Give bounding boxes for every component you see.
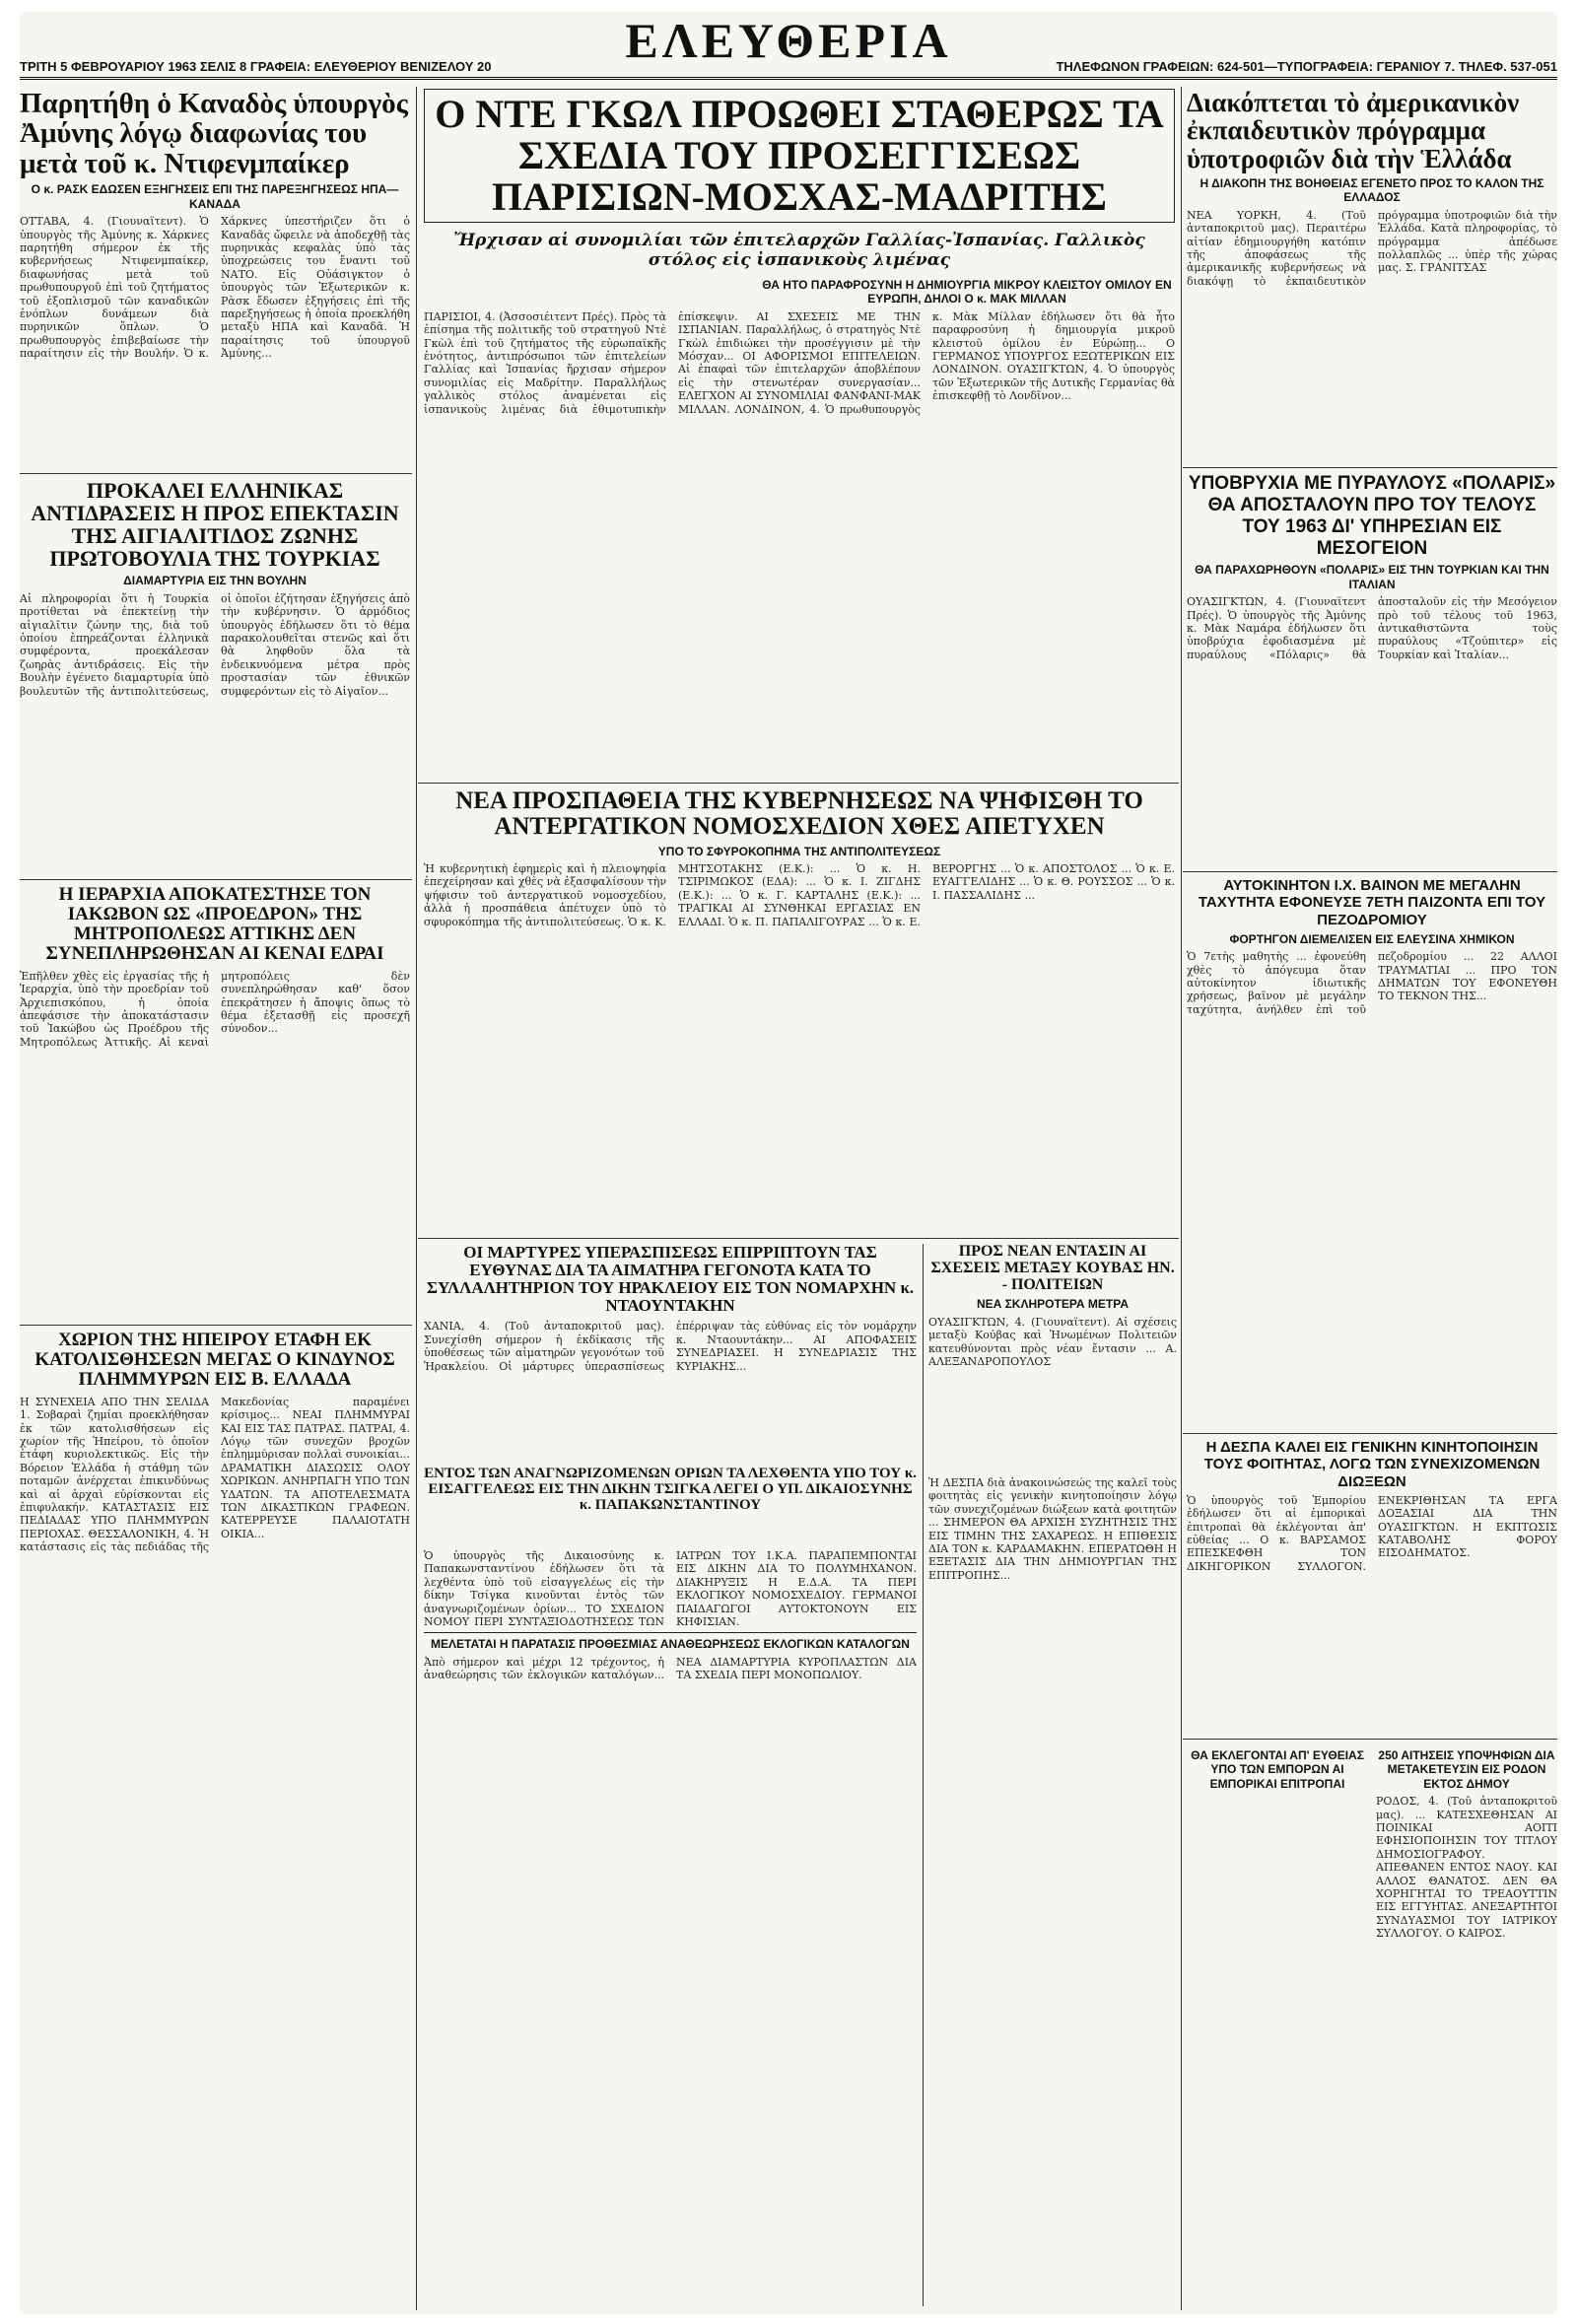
masthead-phone: ΤΗΛΕΦΩΝΟΝ ΓΡΑΦΕΙΩΝ: 624-501—ΤΥΠΟΓΡΑΦΕΙΑ: ΓΕΡΑΝΙΟΥ 7. ΤΗΛΕΦ. 537-051 [1056,59,1557,74]
article-scholarships [1187,89,1557,463]
divider [1183,1433,1557,1434]
divider [20,1325,412,1326]
article-body: ΧΑΝΙΑ, 4. (Τοῦ ἀνταποκριτοῦ μας). Συνεχίσθη σήμερον ἡ ἐκδίκασις τῆς ὑποθέσεως τῶν αἱματηρῶν γεγονότων τοῦ Ἡρακλείου. Οἱ μάρτυρες ὑπερασπίσεως ἐπέρριψαν τὰς εὐθύνας εἰς τὸν νομάρχην κ. Νταουντάκην... ΑΙ ΑΠΟΦΑΣΕΙΣ ΣΥΝΕΔΡΙΑΣΕΙ. Η ΣΥΝΕΔΡΙΑΣΙΣ ΤΗΣ ΚΥΡΙΑΚΗΣ... [424,1320,917,1373]
column-rule [1181,87,1182,2310]
divider [1183,467,1557,468]
divider [1183,871,1557,872]
subheadline: Η ΔΙΑΚΟΠΗ ΤΗΣ ΒΟΗΘΕΙΑΣ ΕΓΕΝΕΤΟ ΠΡΟΣ ΤΟ ΚΑΛΟΝ ΤΗΣ ΕΛΛΑΔΟΣ [1200,176,1544,205]
divider [418,783,1179,784]
headline: ΧΩΡΙΟΝ ΤΗΣ ΗΠΕΙΡΟΥ ΕΤΑΦΗ ΕΚ ΚΑΤΟΛΙΣΘΗΣΕΩΝ ΜΕΓΑΣ Ο ΚΙΝΔΥΝΟΣ ΠΛΗΜΜΥΡΩΝ ΕΙΣ Β. ΕΛΛΑΔΑ [34,1331,395,1390]
article-cuba [928,1244,1177,1470]
headline: ΠΡΟΣ ΝΕΑΝ ΕΝΤΑΣΙΝ ΑΙ ΣΧΕΣΕΙΣ ΜΕΤΑΞΥ ΚΟΥΒΑΣ ΗΝ. - ΠΟΛΙΤΕΙΩΝ [930,1244,1175,1293]
article-canada [20,89,410,468]
newspaper-title: ΕΛΕΥΘΕΡΙΑ [625,13,952,68]
headline: ΟΙ ΜΑΡΤΥΡΕΣ ΥΠΕΡΑΣΠΙΣΕΩΣ ΕΠΙΡΡΙΠΤΟΥΝ ΤΑΣ ΕΥΘΥΝΑΣ ΔΙΑ ΤΑ ΑΙΜΑΤΗΡΑ ΓΕΓΟΝΟΤΑ ΚΑΤΑ ΤΟ ΣΥΛΛΑΛΗΤΗΡΙΟΝ ΤΟΥ ΗΡΑΚΛΕΙΟΥ ΕΙΣ ΤΟΝ ΝΟΜΑΡΧΗΝ κ. ΝΤΑΟΥΝΤΑΚΗΝ [426,1244,915,1315]
subheadline: ΘΑ ΠΑΡΑΧΩΡΗΘΟΥΝ «ΠΟΛΑΡΙΣ» ΕΙΣ ΤΗΝ ΤΟΥΡΚΙΑΝ ΚΑΙ ΤΗΝ ΙΤΑΛΙΑΝ [1195,563,1549,591]
article-body: Η ΣΥΝΕΧΕΙΑ ΑΠΟ ΤΗΝ ΣΕΛΙΔΑ 1. Σοβαραὶ ζημίαι προεκλήθησαν ἐκ τῶν κατολισθήσεων εἰς χωρίον τῆς Ἠπείρου, τὸ ὁποῖον ἐτάφη κυριολεκτικῶς. Εἰς τὴν Βόρειον Ἑλλάδα ἡ στάθμη τῶν ποταμῶν ἀνέρχεται ἐπικινδύνως καὶ αἱ ἀρχαὶ εὑρίσκονται εἰς ἐπιφυλακήν. ΚΑΤΑΣΤΑΣΙΣ ΕΙΣ ΠΕΔΙΑΔΑΣ ΥΠΟ ΠΛΗΜΜΥΡΩΝ ΠΕΡΙΟΧΑΣ. ΘΕΣΣΑΛΟΝΙΚΗ, 4. Ἡ κατάστασις εἰς τὰς πεδιάδας τῆς Μακεδονίας παραμένει κρίσιμος... ΝΕΑΙ ΠΛΗΜΜΥΡΑΙ ΚΑΙ ΕΙΣ ΤΑΣ ΠΑΤΡΑΣ. ΠΑΤΡΑΙ, 4. Λόγῳ τῶν συνεχῶν βροχῶν ἐπλημμύρισαν πολλαὶ συνοικίαι... ΔΡΑΜΑΤΙΚΗ ΔΙΑΣΩΣΙΣ ΟΛΟΥ ΧΩΡΙΚΩΝ. ΑΝΗΡΠΑΓΗ ΥΠΟ ΤΩΝ ΥΔΑΤΩΝ. ΤΑ ΑΠΟΤΕΛΕΣΜΑΤΑ ΤΩΝ ΔΙΚΑΣΤΙΚΩΝ ΓΡΑΦΕΩΝ. ΚΑΤΕΡΡΕΥΣΕ ΠΑΛΑΙΟΤΑΤΗ ΟΙΚΙΑ... [20,1395,410,1554]
article-body: Ὁ 7ετὴς μαθητὴς ... ἐφονεύθη χθὲς τὸ ἀπόγευμα ὅταν αὐτοκίνητον ἰδιωτικῆς χρήσεως, βαῖνον μὲ μεγάλην ταχύτητα, ἀνήλθεν ἐπὶ τοῦ πεζοδρομίου ... 22 ΑΛΛΟΙ ΤΡΑΥΜΑΤΙΑΙ ... ΠΡΟ ΤΟΝ ΔΗΜΑΤΩΝ ΤΟΥ ΕΦΟΝΕΥΘΗ ΤΟ ΤΕΚΝΟΝ ΤΗΣ... [1187,950,1557,1016]
article-body: ΟΥΑΣΙΓΚΤΩΝ, 4. (Γιουναϊτεντ). Αἱ σχέσεις μεταξὺ Κούβας καὶ Ἡνωμένων Πολιτειῶν κατευθύνονται πρὸς νέαν ἔντασιν ... Α. ΑΛΕΞΑΝΔΡΟΠΟΥΛΟΣ [928,1315,1177,1368]
newspaper-page [20,12,1557,2314]
headline: ΘΑ ΕΚΛΕΓΟΝΤΑΙ ΑΠ' ΕΥΘΕΙΑΣ ΥΠΟ ΤΩΝ ΕΜΠΟΡΩΝ ΑΙ ΕΜΠΟΡΙΚΑΙ ΕΠΙΤΡΟΠΑΙ [1191,1748,1364,1791]
headline: Διακόπτεται τὸ ἀμερικανικὸν ἐκπαιδευτικὸν πρόγραμμα ὑποτροφιῶν διὰ τὴν Ἑλλάδα [1187,89,1520,173]
divider [1183,1739,1557,1740]
article-body: ΡΟΔΟΣ, 4. (Τοῦ ἀνταποκριτοῦ μας). ... ΚΑΤΕΣΧΕΘΗΣΑΝ ΑΙ ΠΟΙΝΙΚΑΙ ΑΟΙΤΙ ΕΦΗΣΙΟΠΟΙΗΣΙΝ ΤΟΥ ΤΙΤΛΟΥ ΔΗΜΟΣΙΟΓΡΑΦΟΥ. ΑΠΕΘΑΝΕΝ ΕΝΤΟΣ ΝΑΟΥ. ΚΑΙ ΑΛΛΟΣ ΘΑΝΑΤΟΣ. ΔΕΝ ΘΑ ΧΟΡΗΓΗΤΑΙ ΤΟ ΤΡΕΑΟΥΤΤΙΝ ΕΙΣ ΕΓΓΥΗΤΑΣ. ΑΝΕΞΑΡΤΗΤΟΙ ΣΥΝΔΥΑΣΜΟΙ ΤΟΥ ΙΑΤΡΙΚΟΥ ΣΥΛΛΟΓΟΥ. Ο ΚΑΙΡΟΣ. [1376,1795,1557,1941]
article-body: ΟΥΑΣΙΓΚΤΩΝ, 4. (Γιουναϊτεντ Πρές). Ὁ ὑπουργὸς τῆς Ἀμύνης κ. Μὰκ Ναμάρα ἐδήλωσεν ὅτι ὑποβρύχια ἐφοδιασμένα μὲ πυραύλους «Πόλαρις» θὰ ἀποσταλοῦν εἰς τὴν Μεσόγειον πρὸ τοῦ τέλους τοῦ 1963, ἀντικαθιστῶντα τοὺς πυραύλους «Τζούπιτερ» εἰς Τουρκίαν καὶ Ἰταλίαν... [1187,595,1557,661]
article-de-gaulle [424,89,1175,779]
subheadline: ΦΟΡΤΗΓΟΝ ΔΙΕΜΕΛΙΣΕΝ ΕΙΣ ΕΛΕΥΣΙΝΑ ΧΗΜΙΚΟΝ [1229,931,1515,946]
masthead [20,12,1557,81]
article-body: Ἐπῆλθεν χθὲς εἰς ἐργασίας τῆς ἡ Ἱεραρχία, ὑπὸ τὴν προεδρίαν τοῦ Ἀρχιεπισκόπου, ἡ ὁποία ἀπεφάσισε τὴν ἀποκατάστασιν τοῦ Ἰακώβου ὡς Προέδρου τῆς Μητροπόλεως Ἀττικῆς. Αἱ κεναὶ μητροπόλεις δὲν συνεπληρώθησαν καθ' ὅσον ἐπεκράτησεν ἡ ἄποψις ὅπως τὸ θέμα ἐξετασθῇ εἰς προσεχῆ σύνοδον... [20,969,410,1049]
article-body: ΝΕΑ ΥΟΡΚΗ, 4. (Τοῦ ἀνταποκριτοῦ μας). Περαιτέρω αἰτίαν ἐδημιουργήθη κατόπιν τῆς ἀποφάσεως τῆς ἀμερικανικῆς κυβερνήσεως νὰ διακόψῃ τὸ ἐκπαιδευτικὸν πρόγραμμα ὑποτροφιῶν διὰ τὴν Ἑλλάδα. Κατὰ πληροφορίας, τὸ πρόγραμμα ἀπέδωσε πολλαπλῶς ... ὑπὲρ τῆς χώρας μας. Σ. ΓΡΑΝΙΤΣΑΣ [1187,208,1557,288]
headline: ΕΝΤΟΣ ΤΩΝ ΑΝΑΓΝΩΡΙΖΟΜΕΝΩΝ ΟΡΙΩΝ ΤΑ ΛΕΧΘΕΝΤΑ ΥΠΟ ΤΟΥ κ. ΕΙΣΑΓΓΕΛΕΩΣ ΕΙΣ ΤΗΝ ΔΙΚΗΝ ΤΣΙΓΚΑ ΛΕΓΕΙ Ο ΥΠ. ΔΙΚΑΙΟΣΥΝΗΣ κ. ΠΑΠΑΚΩΝΣΤΑΝΤΙΝΟΥ [424,1467,917,1513]
article-body: ΠΑΡΙΣΙΟΙ, 4. (Ἀσσοσιέιτεντ Πρές). Πρὸς τὰ ἐπίσημα τῆς πολιτικῆς τοῦ στρατηγοῦ Ντὲ Γκὼλ ἐπὶ τοῦ ζητήματος τῆς εὐρωπαϊκῆς ἑνότητος, ἀντιπρόσωποι τῶν ἐπιτελείων Γαλλίας καὶ Ἰσπανίας ἤρχισαν σήμερον συνομιλίας εἰς Μαδρίτην. Παραλλήλως γαλλικὸς στόλος ἀναμένεται εἰς ἰσπανικοὺς λιμένας διὰ ἐθιμοτυπικὴν ἐπίσκεψιν. ΑΙ ΣΧΕΣΕΙΣ ΜΕ ΤΗΝ ΙΣΠΑΝΙΑΝ. Παραλλήλως, ὁ στρατηγὸς Ντὲ Γκὼλ ἐπιδιώκει τὴν προσέγγισιν μὲ τὴν Μόσχαν... ΟΙ ΑΦΟΡΙΣΜΟΙ ΕΠΙΤΕΛΕΙΩΝ. Αἱ ἐπαφαὶ τῶν ἐπιτελαρχῶν ἀποβλέπουν εἰς τὴν στενωτέραν συνεργασίαν... ΕΛΕΓΧΟΝ ΑΙ ΣΥΝΟΜΙΛΙΑΙ ΦΑΝΦΑΝΙ-ΜΑΚ ΜΙΛΛΑΝ. ΛΟΝΔΙΝΟΝ, 4. Ὁ πρωθυπουργὸς κ. Μὰκ Μίλλαν ἐδήλωσεν ὅτι θὰ ἦτο παραφροσύνη ἡ δημιουργία μικροῦ κλειστοῦ ὁμίλου ἐν Εὐρώπῃ... Ο ΓΕΡΜΑΝΟΣ ΥΠΟΥΡΓΟΣ ΕΞΩΤΕΡΙΚΩΝ ΕΙΣ ΛΟΝΔΙΝΟΝ. ΟΥΑΣΙΓΚΤΩΝ, 4. Ὁ ὑπουργὸς τῶν Ἐξωτερικῶν τῆς Δυτικῆς Γερμανίας θὰ ἐπισκεφθῇ τὸ Λονδῖνον... [424,309,1175,416]
article-labour-bill [424,788,1175,1234]
headline: ΝΕΑ ΠΡΟΣΠΑΘΕΙΑ ΤΗΣ ΚΥΒΕΡΝΗΣΕΩΣ ΝΑ ΨΗΦΙΣΘΗ ΤΟ ΑΝΤΕΡΓΑΤΙΚΟΝ ΝΟΜΟΣΧΕΔΙΟΝ ΧΘΕΣ ΑΠΕΤΥΧΕΝ [455,788,1143,841]
article-desp [1187,1439,1557,1735]
masthead-rule [20,77,1557,80]
divider [20,879,412,880]
article-hierarchy [20,885,410,1319]
article-tsigka-body [424,1549,917,2306]
subheadline: Ο κ. ΡΑΣΚ ΕΔΩΣΕΝ ΕΞΗΓΗΣΕΙΣ ΕΠΙ ΤΗΣ ΠΑΡΕΞΗΓΗΣΕΩΣ ΗΠΑ—ΚΑΝΑΔΑ [31,182,399,211]
article-body: ΟΤΤΑΒΑ, 4. (Γιουναϊτεντ). Ὁ ὑπουργὸς τῆς Ἀμύνης κ. Χάρκνες παρητήθη σήμερον ἐκ τῆς κυβερνήσεως Ντιφενμπαίκερ, διαφωνήσας μετὰ τοῦ πρωθυπουργοῦ ἐπὶ τοῦ ζητήματος τοῦ ἐξοπλισμοῦ τῶν καναδικῶν ἐνόπλων δυνάμεων διὰ πυρηνικῶν ὅπλων. Ὁ πρωθυπουργὸς ἐπιβεβαίωσε τὴν παραίτησιν εἰς τὴν Βουλήν. Ὁ κ. Χάρκνες ὑπεστήριζεν ὅτι ὁ Καναδᾶς ὤφειλε νὰ ἀποδεχθῇ τὰς πυρηνικὰς κεφαλὰς ὑπὸ τὰς ὑποχρεώσεις του ἔναντι τοῦ ΝΑΤΟ. Εἰς Οὐάσιγκτον ὁ ὑπουργὸς τῶν Ἐξωτερικῶν κ. Ρὰσκ ἔδωσεν ἐξηγήσεις ἐπὶ τῆς παρεξηγήσεως ἡ ὁποία προεκλήθη μεταξὺ ΗΠΑ καὶ Καναδᾶ. Ἡ παραίτησις τοῦ ὑπουργοῦ Ἀμύνης... [20,215,410,361]
main-subheadline: Ἤρχισαν αἱ συνομιλίαι τῶν ἐπιτελαρχῶν Γαλλίας-Ἰσπανίας. Γαλλικὸς στόλος εἰς ἰσπανικοὺς λιμένας [453,231,1145,270]
main-subheadline-2: ΘΑ ΗΤΟ ΠΑΡΑΦΡΟΣΥΝΗ Η ΔΗΜΙΟΥΡΓΙΑ ΜΙΚΡΟΥ ΚΛΕΙΣΤΟΥ ΟΜΙΛΟΥ ΕΝ ΕΥΡΩΠΗ, ΔΗΛΟΙ Ο κ. ΜΑΚ ΜΙΛΛΑΝ [762,278,1172,307]
divider [20,473,412,474]
article-car-accident [1187,877,1557,1429]
article-floods [20,1331,410,2306]
headline: ΥΠΟΒΡΥΧΙΑ ΜΕ ΠΥΡΑΥΛΟΥΣ «ΠΟΛΑΡΙΣ» ΘΑ ΑΠΟΣΤΑΛΟΥΝ ΠΡΟ ΤΟΥ ΤΕΛΟΥΣ ΤΟΥ 1963 ΔΙ' ΥΠΗΡΕΣΙΑΝ ΕΙΣ ΜΕΣΟΓΕΙΟΝ [1188,473,1556,559]
column-rule [923,1244,924,2306]
article-territorial-waters [20,479,410,873]
headline: ΠΡΟΚΑΛΕΙ ΕΛΛΗΝΙΚΑΣ ΑΝΤΙΔΡΑΣΕΙΣ Η ΠΡΟΣ ΕΠΕΚΤΑΣΙΝ ΤΗΣ ΑΙΓΙΑΛΙΤΙΔΟΣ ΖΩΝΗΣ ΠΡΩΤΟΒΟΥΛΙΑ ΤΗΣ ΤΟΥΡΚΙΑΣ [31,479,399,572]
article-heraklion [424,1244,917,1461]
headline: Η ΔΕΣΠΑ ΚΑΛΕΙ ΕΙΣ ΓΕΝΙΚΗΝ ΚΙΝΗΤΟΠΟΙΗΣΙΝ ΤΟΥΣ ΦΟΙΤΗΤΑΣ, ΛΟΓΩ ΤΩΝ ΣΥΝΕΧΙΖΟΜΕΝΩΝ ΔΙΩΞΕΩΝ [1203,1439,1541,1490]
article-polaris [1187,473,1557,867]
article-misc-center [928,1476,1177,2306]
article-rhodes [1376,1744,1557,2306]
subheadline: ΜΕΛΕΤΑΤΑΙ Η ΠΑΡΑΤΑΣΙΣ ΠΡΟΘΕΣΜΙΑΣ ΑΝΑΘΕΩΡΗΣΕΩΣ ΕΚΛΟΓΙΚΩΝ ΚΑΤΑΛΟΓΩΝ [431,1637,910,1652]
divider [418,1238,1179,1239]
article-commerce [1187,1744,1368,2306]
column-rule [416,87,417,2310]
article-body: Αἱ πληροφορίαι ὅτι ἡ Τουρκία προτίθεται νὰ ἐπεκτείνῃ τὴν αἰγιαλῖτιν ζώνην της, διὰ τοῦ ὁποίου ἐπηρεάζονται ἑλληνικὰ συμφέροντα, προεκάλεσαν ζωηρὰς ἀντιδράσεις. Εἰς τὴν Βουλὴν ἐγένετο διαμαρτυρία ὑπὸ βουλευτῶν τῆς ἀντιπολιτεύσεως, οἱ ὁποῖοι ἐζήτησαν ἐξηγήσεις ἀπὸ τὴν κυβέρνησιν. Ὁ ἁρμόδιος ὑπουργὸς ἐδήλωσεν ὅτι τὸ θέμα παρακολουθεῖται στενῶς καὶ ὅτι θὰ ληφθοῦν ὅλα τὰ ἐνδεικνυόμενα μέτρα πρὸς προστασίαν τῶν ἐθνικῶν συμφερόντων εἰς τὸ Αἰγαῖον... [20,591,410,698]
headline: 250 ΑΙΤΗΣΕΙΣ ΥΠΟΨΗΦΙΩΝ ΔΙΑ ΜΕΤΑΚΕΤΕΥΣΙΝ ΕΙΣ ΡΟΔΟΝ ΕΚΤΟΣ ΔΗΜΟΥ [1378,1748,1555,1791]
article-body: Ὁ ὑπουργὸς τῆς Δικαιοσύνης κ. Παπακωνσταντίνου ἐδήλωσεν ὅτι τὰ λεχθέντα ὑπὸ τοῦ εἰσαγγελέως εἰς τὴν δίκην Τσίγκα κινοῦνται ἐντὸς τῶν ἀναγνωριζομένων ὁρίων... ΤΟ ΣΧΕΔΙΟΝ ΝΟΜΟΥ ΠΕΡΙ ΣΥΝΤΑΞΙΟΔΟΤΗΣΕΩΣ ΤΩΝ ΙΑΤΡΩΝ ΤΟΥ Ι.Κ.Α. ΠΑΡΑΠΕΜΠΟΝΤΑΙ ΕΙΣ ΔΙΚΗΝ ΔΙΑ ΤΟ ΠΟΛΥΜΗΧΑΝΟΝ. ΔΙΑΚΗΡΥΞΙΣ Η Ε.Δ.Α. ΤΑ ΠΕΡΙ ΕΚΛΟΓΙΚΟΥ ΝΟΜΟΣΧΕΔΙΟΥ. ΓΕΡΜΑΝΟΙ ΠΑΙΔΑΓΩΓΟΙ ΑΥΤΟΚΤΟΝΟΥΝ ΕΙΣ ΚΗΦΙΣΙΑΝ. [424,1549,917,1629]
subheadline: ΝΕΑ ΣΚΛΗΡΟΤΕΡΑ ΜΕΤΡΑ [976,1297,1130,1312]
article-body: Ὁ ὑπουργὸς τοῦ Ἐμπορίου ἐδήλωσεν ὅτι αἱ ἐμπορικαὶ ἐπιτροπαὶ θὰ ἐκλέγονται ἀπ' εὐθείας ... Ο κ. ΒΑΡΣΑΜΟΣ ΕΠΕΣΚΕΦΘΗ ΤΟΝ ΔΙΚΗΓΟΡΙΚΟΝ ΣΥΛΛΟΓΟΝ. ΕΝΕΚΡΙΘΗΣΑΝ ΤΑ ΕΡΓΑ ΔΟΞΑΣΙΑΙ ΔΙΑ ΤΗΝ ΟΥΑΣΙΓΚΤΩΝ. Η ΕΚΠΤΩΣΙΣ ΚΑΤΑΒΟΛΗΣ ΦΟΡΟΥ ΕΙΣΟΔΗΜΑΤΟΣ. [1187,1493,1557,1573]
article-body: Ἡ κυβερνητικὴ ἐφημερὶς καὶ ἡ πλειοψηφία ἐπεχείρησαν καὶ χθὲς νὰ ἐξασφαλίσουν τὴν ψήφισιν τοῦ ἀντεργατικοῦ νομοσχεδίου, ἀλλὰ ἡ προσπάθεια ἀπέτυχεν ὑπὸ τὸ σφυροκόπημα τῆς ἀντιπολιτεύσεως. Ὁ κ. Κ. ΜΗΤΣΟΤΑΚΗΣ (Ε.Κ.): ... Ὁ κ. Η. ΤΣΙΡΙΜΩΚΟΣ (ΕΔΑ): ... Ὁ κ. Ι. ΖΙΓΔΗΣ (Ε.Κ.): ... Ὁ κ. Γ. ΚΑΡΤΑΛΗΣ (Ε.Κ.): ... ΤΡΑΓΙΚΑΙ ΑΙ ΣΥΝΘΗΚΑΙ ΕΡΓΑΣΙΑΣ ΕΝ ΕΛΛΑΔΙ. Ὁ κ. Π. ΠΑΠΑΛΙΓΟΥΡΑΣ ... Ὁ κ. Ε. ΒΕΡΟΡΓΗΣ ... Ὁ κ. ΑΠΟΣΤΟΛΟΣ ... Ὁ κ. Ε. ΕΥΑΓΓΕΛΙΔΗΣ ... Ὁ κ. Θ. ΡΟΥΣΣΟΣ ... Ὁ κ. Ι. ΠΑΣΣΑΛΙΔΗΣ ... [424,861,1175,928]
article-body: Ἀπὸ σήμερον καὶ μέχρι 12 τρέχοντος, ἡ ἀναθεώρησις τῶν ἐκλογικῶν καταλόγων... ΝΕΑ ΔΙΑΜΑΡΤΥΡΙΑ ΚΥΡΟΠΛΑΣΤΩΝ ΔΙΑ ΤΑ ΣΧΕΔΙΑ ΠΕΡΙ ΜΟΝΟΠΩΛΙΟΥ. [424,1655,917,1682]
headline: ΑΥΤΟΚΙΝΗΤΟΝ Ι.Χ. ΒΑΙΝΟΝ ΜΕ ΜΕΓΑΛΗΝ ΤΑΧΥΤΗΤΑ ΕΦΟΝΕΥΣΕ 7ΕΤΗ ΠΑΙΖΟΝΤΑ ΕΠΙ ΤΟΥ ΠΕΖΟΔΡΟΜΙΟΥ [1198,877,1546,928]
headline: Παρητήθη ὁ Καναδὸς ὑπουργὸς Ἀμύνης λόγῳ διαφωνίας του μετὰ τοῦ κ. Ντιφενμπαίκερ [20,89,408,179]
subheadline: ΔΙΑΜΑΡΤΥΡΙΑ ΕΙΣ ΤΗΝ ΒΟΥΛΗΝ [123,574,307,588]
subheadline: ΥΠΟ ΤΟ ΣΦΥΡΟΚΟΠΗΜΑ ΤΗΣ ΑΝΤΙΠΟΛΙΤΕΥΣΕΩΣ [657,844,941,858]
main-headline: Ο ΝΤΕ ΓΚΩΛ ΠΡΟΩΘΕΙ ΣΤΑΘΕΡΩΣ ΤΑ ΣΧΕΔΙΑ ΤΟΥ ΠΡΟΣΕΓΓΙΣΕΩΣ ΠΑΡΙΣΙΩΝ-ΜΟΣΧΑΣ-ΜΑΔΡΙΤΗΣ [424,89,1175,223]
article-body: Ἡ ΔΕΣΠΑ διὰ ἀνακοινώσεώς της καλεῖ τοὺς φοιτητὰς εἰς γενικὴν κινητοποίησιν λόγῳ τῶν συνεχιζομένων διώξεων κατὰ φοιτητῶν ... ΣΗΜΕΡΟΝ ΘΑ ΑΡΧΙΣΗ ΣΥΖΗΤΗΣΙΣ ΤΗΣ ΕΙΣ ΤΙΜΗΝ ΤΗΣ ΣΑΧΑΡΕΩΣ. Η ΕΠΙΘΕΣΙΣ ΔΙΑ ΤΟΝ κ. ΚΑΡΔΑΜΑΚΗΝ. ΕΠΕΡΑΤΩΘΗ Η ΕΞΕΤΑΣΙΣ ΔΙΑ ΤΗΝ ΔΗΜΙΟΥΡΓΙΑΝ ΤΗΣ ΕΠΙΤΡΟΠΗΣ... [928,1476,1177,1582]
headline: Η ΙΕΡΑΡΧΙΑ ΑΠΟΚΑΤΕΣΤΗΣΕ ΤΟΝ ΙΑΚΩΒΟΝ ΩΣ «ΠΡΟΕΔΡΟΝ» ΤΗΣ ΜΗΤΡΟΠΟΛΕΩΣ ΑΤΤΙΚΗΣ ΔΕΝ ΣΥΝΕΠΛΗΡΩΘΗΣΑΝ ΑΙ ΚΕΝΑΙ ΕΔΡΑΙ [45,885,384,964]
masthead-date: ΤΡΙΤΗ 5 ΦΕΒΡΟΥΑΡΙΟΥ 1963 ΣΕΛΙΣ 8 ΓΡΑΦΕΙΑ: ΕΛΕΥΘΕΡΙΟΥ ΒΕΝΙΖΕΛΟΥ 20 [20,59,492,74]
